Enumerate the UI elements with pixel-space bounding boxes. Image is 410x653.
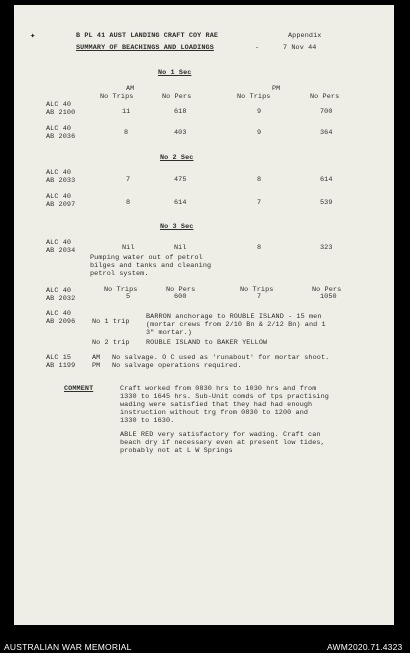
craft-label: ALC 40 — [46, 239, 72, 247]
note-line: petrol system. — [90, 270, 149, 278]
table-cell: 600 — [174, 293, 187, 301]
table-cell: 8 — [124, 129, 129, 137]
trip-label: No 2 trip — [92, 339, 130, 347]
table-cell: Nil — [174, 244, 187, 252]
column-header: No Trips — [237, 93, 271, 101]
archive-footer — [0, 634, 410, 653]
punch-mark-icon: ✦ — [30, 31, 36, 41]
table-cell: 475 — [174, 176, 187, 184]
craft-number: AB 2032 — [46, 295, 76, 303]
comment-line: instruction without trg from 0830 to 1200 and — [120, 409, 309, 417]
craft-label: ALC 15 — [46, 354, 72, 362]
craft-label: ALC 40 — [46, 125, 72, 133]
comment-line: beach dry if necessary even at present low tides, — [120, 439, 325, 447]
craft-label: ALC 40 — [46, 287, 72, 295]
document-date: 7 Nov 44 — [283, 44, 317, 52]
section-heading: No 2 Sec — [160, 154, 194, 162]
trip-label: No 1 trip — [92, 318, 130, 326]
note-line: Pumping water out of petrol — [90, 254, 203, 262]
table-cell: 9 — [257, 129, 262, 137]
section-heading: No 3 Sec — [160, 223, 194, 231]
am-label: AM — [126, 85, 135, 93]
column-header: No Pers — [310, 93, 340, 101]
table-cell: 403 — [174, 129, 187, 137]
column-header: No Pers — [166, 286, 196, 294]
comment-line: 1330 to 1645 hrs. Sub-Unit comds of tps practising — [120, 393, 329, 401]
salvage-note: No salvage operations required. — [112, 362, 242, 370]
table-cell: 323 — [320, 244, 333, 252]
craft-number: AB 2033 — [46, 177, 76, 185]
comment-line: 1330 to 1630. — [120, 417, 175, 425]
footer-accession-number: AWM2020.71.4323 — [327, 642, 403, 652]
footer-institution: AUSTRALIAN WAR MEMORIAL — [4, 642, 132, 652]
am-label: AM — [92, 354, 101, 362]
trip-detail: (mortar crews from 2/10 Bn & 2/12 Bn) and 1 — [146, 321, 326, 329]
column-header: No Trips — [104, 286, 138, 294]
pm-label: PM — [92, 362, 101, 370]
trip-detail: 3" mortar.) — [146, 329, 192, 337]
craft-number: AB 1199 — [46, 362, 76, 370]
table-cell: Nil — [122, 244, 135, 252]
table-cell: 1050 — [320, 293, 337, 301]
document-subtitle: SUMMARY OF BEACHINGS AND LOADINGS — [76, 44, 214, 52]
table-cell: 7 — [126, 176, 131, 184]
comment-line: probably not at L W Springs — [120, 447, 233, 455]
craft-label: ALC 40 — [46, 169, 72, 177]
table-cell: 8 — [257, 176, 262, 184]
craft-label: ALC 40 — [46, 101, 72, 109]
appendix-label: Appendix — [288, 32, 322, 40]
note-line: bilges and tanks and cleaning — [90, 262, 212, 270]
comment-line: ABLE RED very satisfactory for wading. Craft can — [120, 431, 321, 439]
table-cell: 364 — [320, 129, 333, 137]
column-header: No Pers — [312, 286, 342, 294]
table-cell: 11 — [122, 108, 131, 116]
table-cell: 5 — [126, 293, 131, 301]
table-cell: 8 — [257, 244, 262, 252]
salvage-note: No salvage. O C used as 'runabout' for mortar shoot. — [112, 354, 330, 362]
craft-number: AB 2036 — [46, 133, 76, 141]
table-cell: 9 — [257, 108, 262, 116]
craft-number: AB 2097 — [46, 201, 76, 209]
table-cell: 7 — [257, 293, 262, 301]
comment-line: wading were satisfied that they had had enough — [120, 401, 313, 409]
craft-number: AB 2096 — [46, 318, 76, 326]
table-cell: 614 — [174, 199, 187, 207]
table-cell: 8 — [126, 199, 131, 207]
table-cell: 539 — [320, 199, 333, 207]
column-header: No Trips — [100, 93, 134, 101]
pm-label: PM — [272, 85, 281, 93]
table-cell: 618 — [174, 108, 187, 116]
section-heading: No 1 Sec — [158, 69, 192, 77]
craft-number: AB 2100 — [46, 109, 76, 117]
trip-detail: ROUBLE ISLAND to BAKER YELLOW — [146, 339, 268, 347]
craft-label: ALC 40 — [46, 193, 72, 201]
document-title: B PL 41 AUST LANDING CRAFT COY RAE — [76, 32, 219, 40]
trip-detail: BARRON anchorage to ROUBLE ISLAND - 15 men — [146, 313, 322, 321]
table-cell: 700 — [320, 108, 333, 116]
table-cell: 614 — [320, 176, 333, 184]
craft-number: AB 2034 — [46, 247, 76, 255]
comment-label: COMMENT — [64, 385, 94, 393]
table-cell: 7 — [257, 199, 262, 207]
subtitle-dash: - — [255, 44, 260, 52]
column-header: No Trips — [240, 286, 274, 294]
craft-label: ALC 40 — [46, 310, 72, 318]
comment-line: Craft worked from 0830 hrs to 1030 hrs and from — [120, 385, 317, 393]
column-header: No Pers — [162, 93, 192, 101]
